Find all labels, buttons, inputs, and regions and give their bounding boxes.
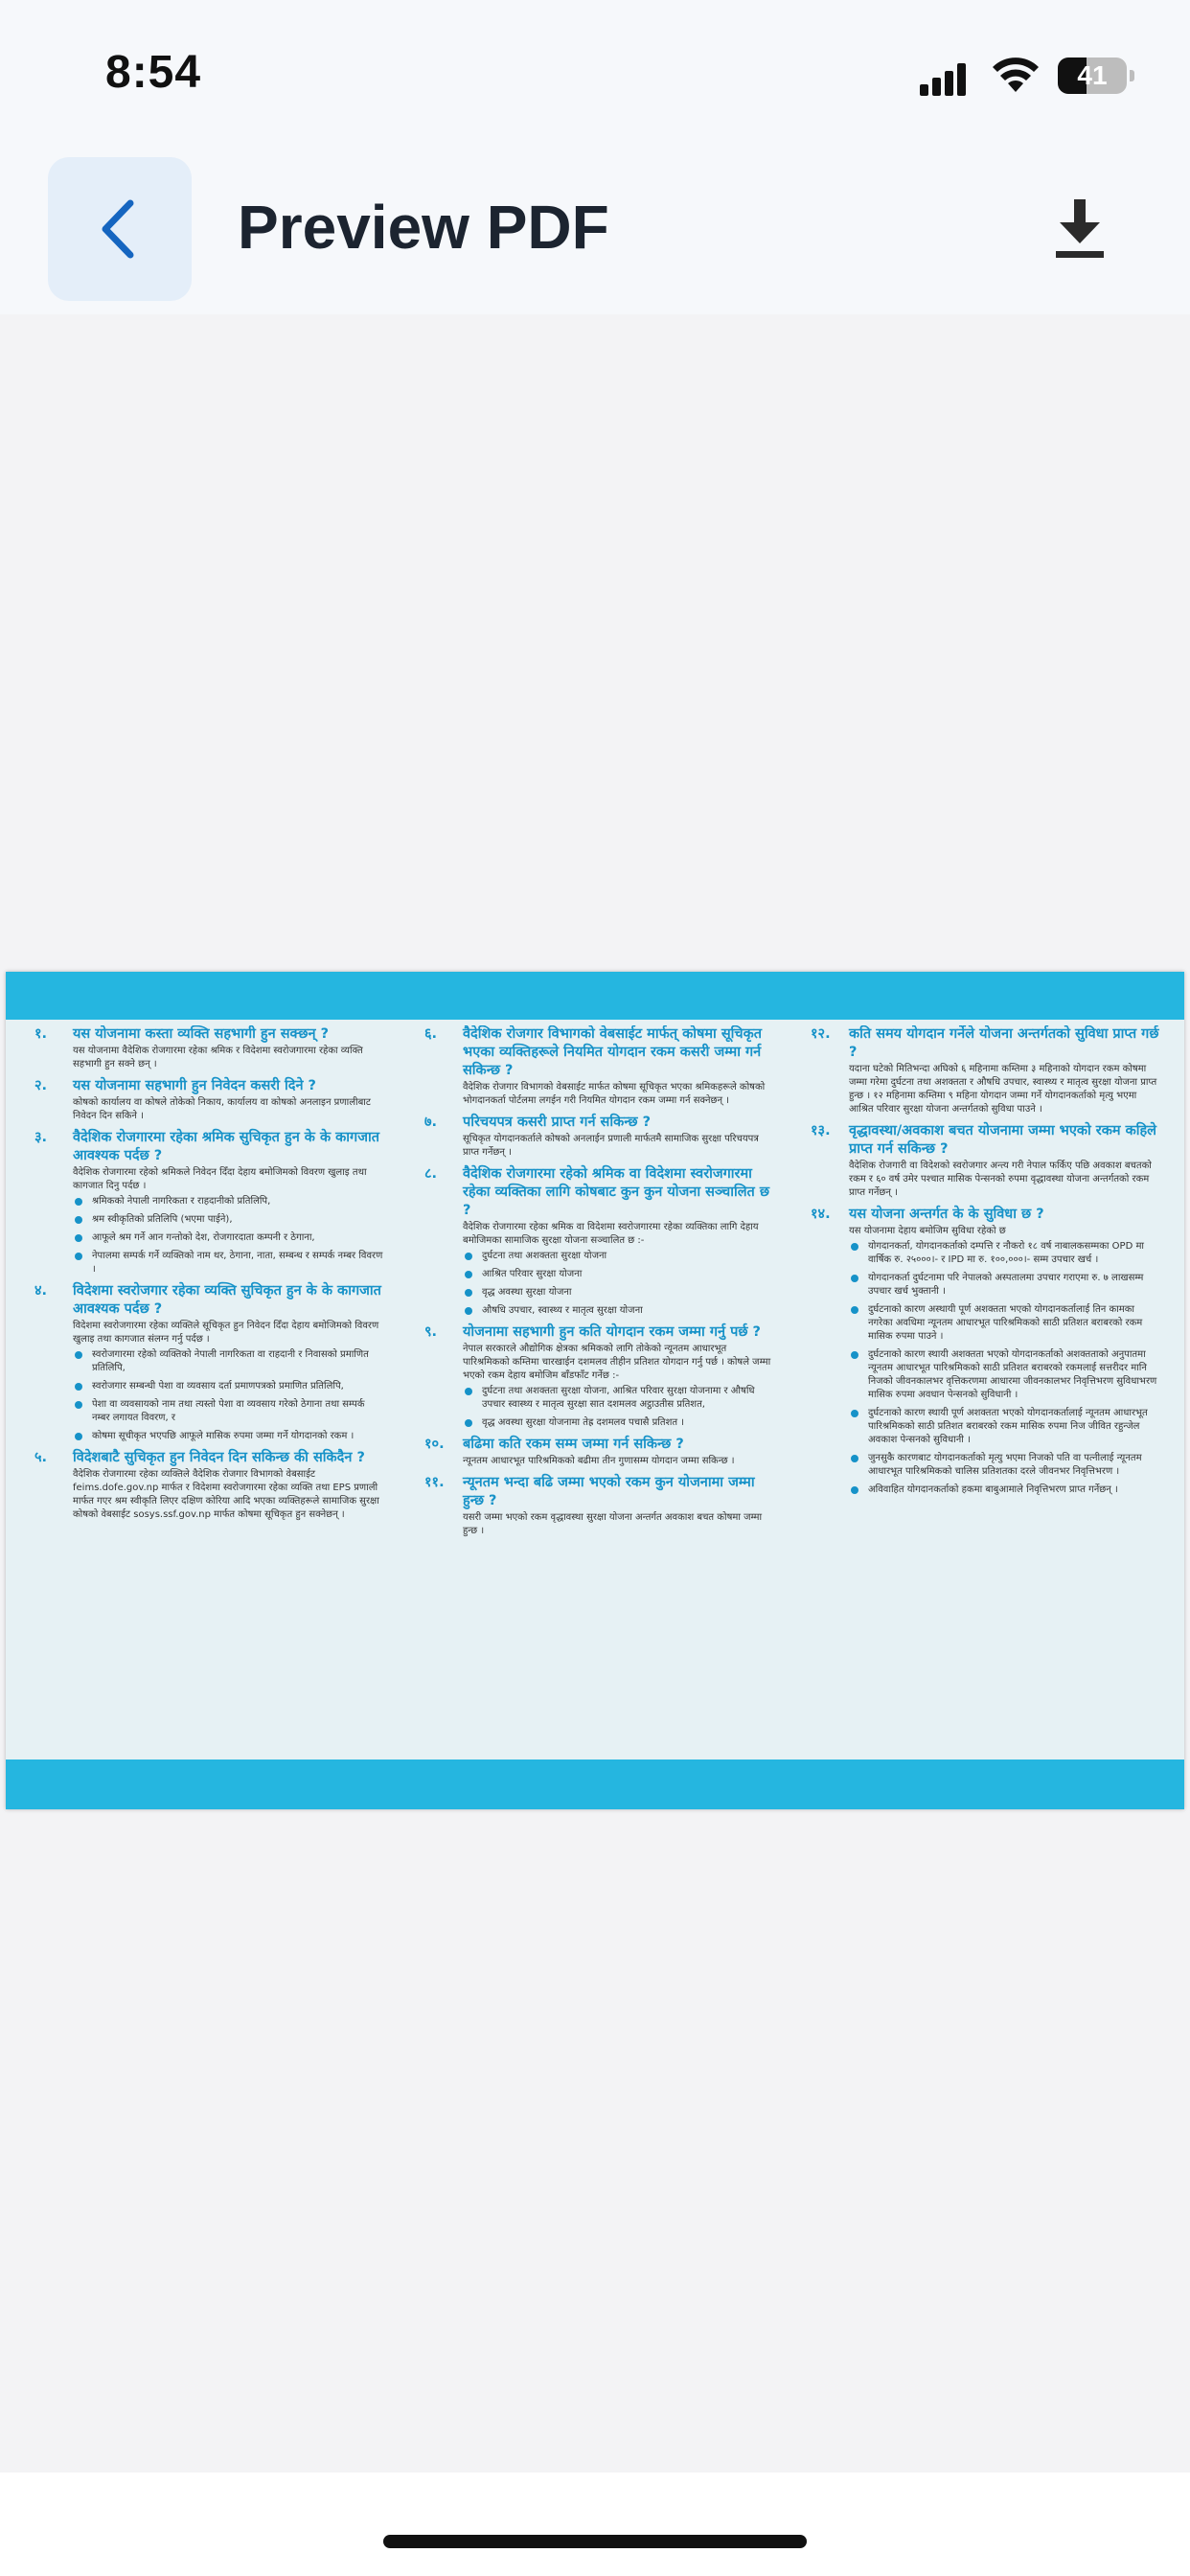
faq-answer-text: न्यूनतम आधारभूत पारिश्रमिकको बढीमा तीन गुणासम्म योगदान जम्मा सकिन्छ । [463, 1456, 735, 1466]
faq-question [811, 1206, 1161, 1224]
faq-answer [73, 1096, 385, 1123]
faq-question-text: यस योजनामा कस्ता व्यक्ति सहभागी हुन सक्छन् ? [73, 1026, 330, 1042]
faq-number: ५. [34, 1450, 48, 1465]
page-header-band [6, 972, 1184, 1020]
faq-answer-text: विदेशमा स्वरोजगारमा रहेका व्यक्तिले सूचिकृत हुन निवेदन दिँदा देहाय बमोजिमको विवरण खुलाइ तथा कागजात संलग्न गर्नु पर्दछ । [73, 1321, 379, 1345]
faq-answer-text: यदाना घटेको मिति‍भन्दा अघिको ६ महिनामा कम्तिमा ३ महिनाको योगदान रकम कोषमा जम्मा गरेमा दुर्घटना तथा अशक्तता र औषधि उपचार, स्वास्थ्य र मातृत्व सुरक्षा योजना प्राप्त हुन्छ । १२ महिनामा कम्तिमा ९ महिना योगदान जम्मा गर्ने योगदानकर्ताको मृत्यु भएमा आश्रित परिवार सुरक्षा योजना अन्तर्गतको सुविधा पाउने । [849, 1064, 1157, 1115]
faq-number: २. [34, 1078, 48, 1093]
page-footer-band [6, 1760, 1184, 1809]
faq-item [811, 1206, 1161, 1497]
faq-question-text: कति समय योगदान गर्नेले योजना अन्तर्गतको सुविधा प्राप्त गर्छ ? [849, 1026, 1159, 1060]
faq-number: ८. [424, 1166, 438, 1182]
battery-icon [1058, 58, 1134, 94]
bullet-item: दुर्घटनाको कारण स्थायी अशक्तता भएको योगदानकर्ताको अशक्तताको अनुपातमा न्यूनतम आधारभूत पारिश्रमिकको साठी प्रतिशत बराबरको रकमलाई सत्तरीदर मानि निजको जीवनकालभर वृत्तिकरणमा आधारमा जीवनकालभर निवृत्तिभरण सुविधाभरण मासिक रुपमा अवधान पेन्सनको सुविधानी । [849, 1348, 1161, 1402]
bullet-item: दुर्घटना तथा अशक्तता सुरक्षा योजना, आश्रित परिवार सुरक्षा योजनामा र औषधि उपचार स्वास्थ्य र मातृत्व सुरक्षा सात दशमलव अट्ठाउतीस प्रतिशत, [463, 1385, 775, 1412]
faq-item [34, 1282, 385, 1443]
faq-answer [849, 1063, 1161, 1116]
faq-item [34, 1449, 385, 1522]
faq-answer-text: वैदेशिक रोजगारी वा विदेशको स्वरोजगार अन्त्य गरी नेपाल फर्किए पछि अवकाश बचतको रकम र ६० वर्ष उमेर पश्चात मासिक पेन्सनको रुपमा वृद्धावस्था योजना अन्तर्गतको रकम प्राप्त गर्नेछन् । [849, 1161, 1152, 1198]
faq-answer [463, 1511, 775, 1538]
bullet-item: वृद्ध अवस्था सुरक्षा योजनामा तेह्र दशमलव पचासै प्रतिशत । [463, 1416, 775, 1430]
faq-answer [73, 1166, 385, 1276]
document-column [34, 1025, 385, 1754]
faq-question [424, 1114, 775, 1132]
faq-question [34, 1129, 385, 1165]
faq-answer [73, 1320, 385, 1443]
faq-item [811, 1025, 1161, 1116]
faq-answer-text: वैदेशिक रोजगार विभागको वेबसाईट मार्फत कोषमा सूचिकृत भएका श्रमिकहरूले कोषको भोगदानकर्ता पोर्टलमा लगईन गरी नियमित योगदान रकम जम्मा गर्न सक्नेछन् । [463, 1082, 766, 1106]
bullet-item: औषधि उपचार, स्वास्थ्य र मातृत्व सुरक्षा योजना [463, 1304, 775, 1318]
faq-item [34, 1025, 385, 1071]
faq-question [424, 1323, 775, 1342]
bullet-item: दुर्घटना तथा अशक्तता सुरक्षा योजना [463, 1250, 775, 1263]
faq-question [424, 1436, 775, 1454]
bullet-item: योगदानकर्ता, योगदानकर्ताको दम्पत्ति र नौकरो १८ वर्ष नाबालकसम्मका OPD मा वार्षिक रु. २५०००।- र IPD मा रु. १००,०००।- सम्म उपचार खर्च । [849, 1240, 1161, 1267]
bullet-list [463, 1385, 775, 1430]
faq-question-text: वृद्धावस्था/अवकाश बचत योजनामा जम्मा भएको रकम कहिले प्राप्त गर्न सकिन्छ ? [849, 1123, 1157, 1157]
faq-answer [463, 1455, 775, 1468]
status-time: 8:54 [105, 47, 202, 98]
faq-question-text: वैदेशिक रोजगारमा रहेका श्रमिक सुचिकृत हुन के के कागजात आवश्यक पर्दछ ? [73, 1130, 379, 1163]
bullet-item: आफूले श्रम गर्ने आन गन्तोको देश, रोजगारदाता कम्पनी र ठेगाना, [73, 1231, 385, 1245]
chevron-left-icon [96, 197, 140, 261]
bullet-item: कोषमा सूचीकृत भएपछि आफूले मासिक रुपमा जम्मा गर्ने योगदानको रकम । [73, 1430, 385, 1443]
faq-answer [849, 1160, 1161, 1200]
faq-answer [463, 1133, 775, 1160]
download-icon[interactable] [1046, 196, 1113, 263]
faq-answer [463, 1221, 775, 1318]
bullet-list [849, 1240, 1161, 1497]
bullet-item: अविवाहित योगदानकर्ताको हकमा बाबुआमाले निवृत्तिभरण प्राप्त गर्नेछन् । [849, 1484, 1161, 1497]
faq-number: १३. [811, 1123, 831, 1138]
wifi-icon [993, 56, 1039, 94]
faq-number: ७. [424, 1115, 438, 1130]
bullet-list [463, 1250, 775, 1318]
faq-item [424, 1436, 775, 1468]
bottom-safe-area [0, 2472, 1190, 2576]
faq-item [424, 1323, 775, 1430]
faq-question [34, 1025, 385, 1044]
faq-item [811, 1122, 1161, 1200]
faq-question-text: यस योजना अन्तर्गत के के सुविधा छ ? [849, 1207, 1044, 1222]
faq-item [34, 1129, 385, 1276]
bullet-item: जुनसुकै कारणबाट योगदानकर्ताको मृत्यु भएमा निजको पति वा पत्नीलाई न्यूनतम आधारभूत पारिश्रमिकको चालिस प्रतिशतका दरले जीवनभर निवृत्तिभरण । [849, 1452, 1161, 1479]
faq-number: ११. [424, 1475, 445, 1490]
home-indicator[interactable] [383, 2535, 807, 2548]
faq-question [424, 1474, 775, 1510]
faq-question [34, 1077, 385, 1095]
document-column [811, 1025, 1161, 1754]
faq-answer-text: यस योजनामा वैदेशिक रोजगारमा रहेका श्रमिक र विदेशमा स्वरोजगारमा रहेका व्यक्ति सहभागी हुन सक्ने छन् । [73, 1046, 363, 1070]
bullet-item: वृद्ध अवस्था सुरक्षा योजना [463, 1286, 775, 1300]
bullet-item: दुर्घटनाको कारण स्थायी पूर्ण अशक्तता भएको योगदानकर्तालाई न्यूनतम आधारभूत पारिश्रमिकको साठी प्रतिशत बराबरको रकम मासिक रुपमा निज जीवित रहुन्जेल अवकाश पेन्सनको सुविधानी । [849, 1407, 1161, 1447]
back-button[interactable] [48, 157, 192, 301]
faq-item [34, 1077, 385, 1123]
document-column [424, 1025, 775, 1754]
pdf-page[interactable] [6, 972, 1184, 1809]
faq-answer [849, 1225, 1161, 1497]
page-title: Preview PDF [238, 193, 609, 262]
faq-question [34, 1449, 385, 1467]
faq-question [811, 1025, 1161, 1062]
bullet-item: योगदानकर्ता दुर्घटनामा परि नेपालको अस्पतालमा उपचार गराएमा रु. ७ लाखसम्म उपचार खर्च भुक्तानी । [849, 1272, 1161, 1299]
bullet-item: श्रम स्वीकृतिको प्रतिलिपि (भएमा पाईने), [73, 1213, 385, 1227]
pdf-viewer[interactable] [0, 314, 1190, 2472]
bullet-item: आश्रित परिवार सुरक्षा योजना [463, 1268, 775, 1281]
bullet-list [73, 1348, 385, 1443]
bullet-item: पेशा वा व्यवसायको नाम तथा त्यस्तो पेशा वा व्यवसाय गरेको ठेगाना तथा सम्पर्क नम्बर लगायत विवरण, र [73, 1398, 385, 1425]
faq-question-text: वैदेशिक रोजगार विभागको वेबसाईट मार्फत् कोषमा सूचिकृत भएका व्यक्तिहरूले नियमित योगदान रकम कसरी जम्मा गर्न सकिन्छ ? [463, 1026, 762, 1078]
bullet-list [73, 1195, 385, 1276]
faq-question-text: परिचयपत्र कसरी प्राप्त गर्न सकिन्छ ? [463, 1115, 652, 1130]
faq-answer-text: वैदेशिक रोजगारमा रहेको श्रमिकले निवेदन दिँदा देहाय बमोजिमको विवरण खुलाइ तथा कागजात दिनु पर्दछ । [73, 1167, 367, 1191]
faq-answer-text: यस योजनामा देहाय बमोजिम सुविधा रहेको छ [849, 1226, 1006, 1236]
faq-answer-text: वैदेशिक रोजगारमा रहेका श्रमिक वा विदेशमा स्वरोजगारमा रहेका व्यक्तिका लागि देहाय बमोजिमका सामाजिक सुरक्षा योजना सञ्चालित छ :- [463, 1222, 759, 1246]
faq-number: ९. [424, 1324, 438, 1340]
faq-answer-text: नेपाल सरकारले औद्योगिक क्षेत्रका श्रमिकको लागि तोकेको न्यूनतम आधारभूत पारिश्रमिकको कम्तिमा चारखाईन दशमलव तीहीन प्रतिशत योगदान गर्नु पर्छ । कोषले जम्मा भएको रकम देहाय बमोजिम बाँडफाँट गर्नेछ :- [463, 1344, 771, 1381]
faq-question [34, 1282, 385, 1319]
faq-question-text: बढिमा कति रकम सम्म जम्मा गर्न सकिन्छ ? [463, 1437, 684, 1452]
faq-question [811, 1122, 1161, 1159]
faq-question-text: विदेशमा स्वरोजगार रहेका व्यक्ति सुचिकृत हुन के के कागजात आवश्यक पर्दछ ? [73, 1283, 381, 1317]
battery-percent: 41 [1077, 60, 1108, 90]
faq-number: १४. [811, 1207, 831, 1222]
faq-number: ६. [424, 1026, 438, 1042]
faq-number: १०. [424, 1437, 445, 1452]
faq-answer-text: सूचिकृत योगदानकर्ताले कोषको अनलाईन प्रणाली मार्फतमै सामाजिक सुरक्षा परिचयपत्र प्राप्त गर्नेछन् । [463, 1134, 759, 1158]
faq-item [424, 1165, 775, 1318]
bullet-item: दुर्घटनाको कारण अस्थायी पूर्ण अशक्तता भएको योगदानकर्तालाई तिन कामका नगरेका अवधिमा न्यूनतम आधारभूत पारिश्रमिकको साठी प्रतिशत बराबरको रकम मासिक रुपमा पाउने । [849, 1303, 1161, 1344]
bullet-item: नेपालमा सम्पर्क गर्ने व्यक्तिको नाम थर, ठेगाना, नाता, सम्बन्ध र सम्पर्क नम्बर विवरण । [73, 1250, 385, 1276]
faq-item [424, 1114, 775, 1160]
faq-question-text: वैदेशिक रोजगारमा रहेको श्रमिक वा विदेशमा स्वरोजगारमा रहेका व्यक्तिका लागि कोषबाट कुन कुन योजना सञ्चालित छ ? [463, 1166, 770, 1218]
faq-number: ४. [34, 1283, 48, 1299]
faq-answer [463, 1343, 775, 1430]
faq-answer-text: यसरी जम्मा भएको रकम वृद्धावस्था सुरक्षा योजना अन्तर्गत अवकाश बचत कोषमा जम्मा हुन्छ । [463, 1512, 763, 1536]
app-bar [0, 153, 1190, 314]
faq-question-text: न्यूनतम भन्दा बढि जम्मा भएको रकम कुन योजनामा जम्मा हुन्छ ? [463, 1475, 755, 1508]
cellular-signal-icon [920, 63, 968, 96]
faq-question-text: योजनामा सहभागी हुन कति योगदान रकम जम्मा गर्नु पर्छ ? [463, 1324, 761, 1340]
faq-answer [463, 1081, 775, 1108]
faq-question-text: विदेशबाटै सुचिकृत हुन निवेदन दिन सकिन्छ की सकिदैन ? [73, 1450, 365, 1465]
faq-item [424, 1025, 775, 1108]
faq-answer-text: वैदेशिक रोजगारमा रहेका व्यक्तिले वैदेशिक रोजगार विभागको वेबसाईट feims.dofe.gov.np मार्फत र विदेशमा स्वरोजगारमा रहेका व्यक्ति तथा EPS प्रणाली मार्फत गएर श्रम स्वीकृति लिएर दक्षिण कोरिया आदि भएका व्यक्तिहरूले सामाजिक सुरक्षा कोषको वेबसाईट sosys.ssf.gov.np मार्फत कोषमा सूचिकृत हुन सक्नेछन् । [73, 1469, 379, 1520]
faq-item [424, 1474, 775, 1538]
status-bar [0, 0, 1190, 153]
faq-number: ३. [34, 1130, 48, 1145]
faq-answer [73, 1045, 385, 1071]
faq-number: १. [34, 1026, 48, 1042]
faq-question-text: यस योजनामा सहभागी हुन निवेदन कसरी दिने ? [73, 1078, 316, 1093]
bullet-item: स्वरोजगारमा रहेको व्यक्तिको नेपाली नागरिकता वा राहदानी र निवासको प्रमाणित प्रतिलिपि, [73, 1348, 385, 1375]
faq-question [424, 1025, 775, 1080]
bullet-item: श्रमिकको नेपाली नागरिकता र राहदानीको प्रतिलिपि, [73, 1195, 385, 1208]
faq-answer-text: कोषको कार्यालय वा कोषले तोकेको निकाय, कार्यालय वा कोषको अनलाइन प्रणालीबाट निवेदन दिन सकिने । [73, 1097, 371, 1121]
faq-question [424, 1165, 775, 1220]
bullet-item: स्वरोजगार सम्बन्धी पेशा वा व्यवसाय दर्ता प्रमाणपत्रको प्रमाणित प्रतिलिपि, [73, 1380, 385, 1393]
faq-number: १२. [811, 1026, 831, 1042]
faq-answer [73, 1468, 385, 1522]
